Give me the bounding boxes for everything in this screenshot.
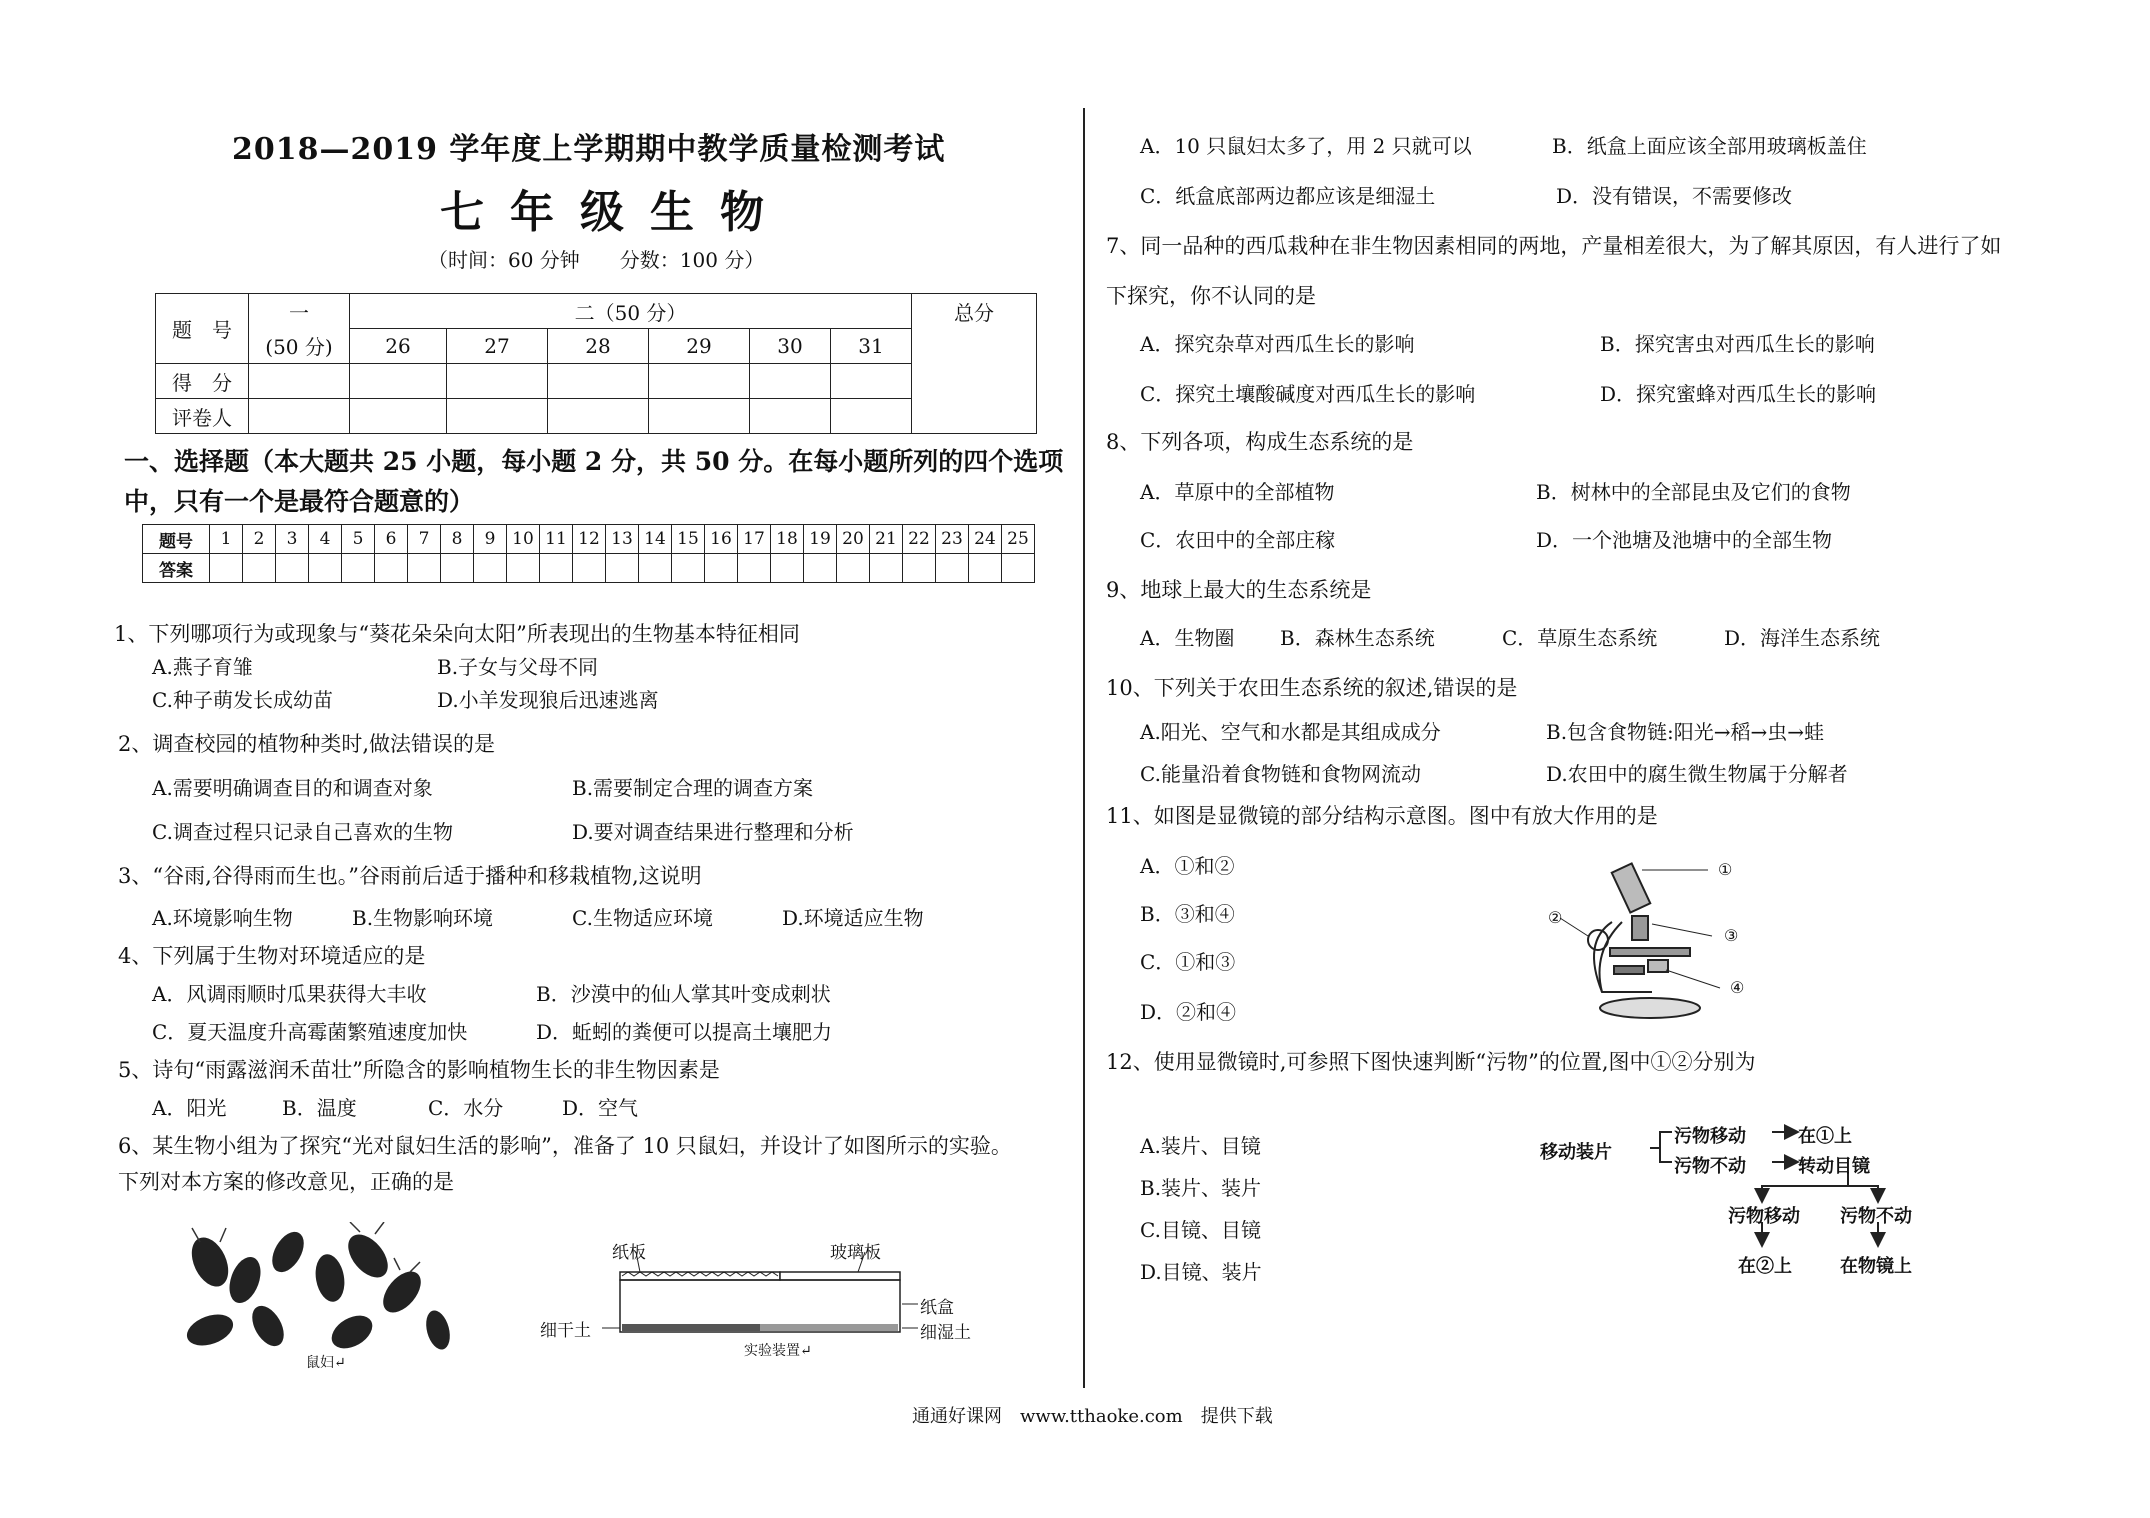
q7-text-line1: 7、同一品种的西瓜栽种在非生物因素相同的两地，产量相差很大，为了解其原因，有人进行了如 [1106, 234, 2002, 258]
answer-input-cell[interactable] [672, 554, 705, 583]
score-cell[interactable] [447, 364, 548, 399]
q11-option-b: B．③和④ [1140, 902, 1235, 926]
flow-res-sub2: 在物镜上 [1840, 1256, 1912, 1277]
q1-text: 1、下列哪项行为或现象与“葵花朵朵向太阳”所表现出的生物基本特征相同 [114, 622, 800, 646]
dry-soil [622, 1324, 760, 1331]
q2-text: 2、调查校园的植物种类时,做法错误的是 [118, 732, 496, 756]
flow-start: 移动装片 [1540, 1142, 1612, 1163]
q10-option-d: D.农田中的腐生微生物属于分解者 [1546, 762, 1848, 786]
q7-option-d: D．探究蜜蜂对西瓜生长的影响 [1600, 382, 1877, 406]
answer-number-cell: 6 [375, 525, 408, 554]
answer-input-cell[interactable] [507, 554, 540, 583]
q6-option-d: D．没有错误，不需要修改 [1556, 184, 1793, 208]
answer-number-cell: 14 [639, 525, 672, 554]
score-row-pingjuanren: 评卷人 [156, 399, 249, 434]
footer-text: 通通好课网 www.tthaoke.com 提供下载 [912, 1406, 1273, 1427]
answer-number-cell: 21 [870, 525, 903, 554]
microscope-label-4: ④ [1730, 978, 1745, 997]
score-total-cell[interactable] [912, 329, 1037, 434]
answer-number-cell: 8 [441, 525, 474, 554]
q3-option-d: D.环境适应生物 [782, 906, 924, 930]
score-sub-26: 26 [350, 329, 447, 364]
flow-result1: 在①上 [1798, 1126, 1852, 1147]
label-glass: 玻璃板 [830, 1243, 881, 1263]
score-cell[interactable] [649, 399, 750, 434]
answer-input-cell[interactable] [342, 554, 375, 583]
microscope-label-2: ② [1548, 908, 1563, 927]
score-sub-28: 28 [548, 329, 649, 364]
q12-option-d: D.目镜、装片 [1140, 1260, 1262, 1284]
answer-row-label-q: 题号 [143, 525, 210, 554]
q7-option-a: A．探究杂草对西瓜生长的影响 [1140, 332, 1415, 356]
answer-number-cell: 12 [573, 525, 606, 554]
q11-option-c: C．①和③ [1140, 950, 1236, 974]
pillbug-icon [183, 1226, 454, 1355]
cardboard-cover [620, 1272, 780, 1280]
q12-option-a: A.装片、目镜 [1140, 1134, 1261, 1158]
score-cell[interactable] [649, 364, 750, 399]
score-table [155, 293, 1037, 434]
score-row-defen: 得 分 [156, 364, 249, 399]
answer-number-cell: 24 [969, 525, 1002, 554]
q8-text: 8、下列各项，构成生态系统的是 [1106, 430, 1414, 454]
answer-input-cell[interactable] [276, 554, 309, 583]
score-col-total: 总分 [912, 294, 1037, 329]
answer-number-cell: 25 [1002, 525, 1035, 554]
flow-sub1: 污物移动 [1728, 1206, 1800, 1227]
answer-input-cell[interactable] [606, 554, 639, 583]
score-cell[interactable] [548, 364, 649, 399]
q5-option-c: C．水分 [428, 1096, 504, 1120]
answer-number-cell: 2 [243, 525, 276, 554]
q8-option-c: C．农田中的全部庄稼 [1140, 528, 1336, 552]
score-cell[interactable] [548, 399, 649, 434]
q9-text: 9、地球上最大的生态系统是 [1106, 578, 1372, 602]
answer-input-cell[interactable] [1002, 554, 1035, 583]
q3-option-c: C.生物适应环境 [572, 906, 713, 930]
answer-number-cell: 3 [276, 525, 309, 554]
answer-input-cell[interactable] [474, 554, 507, 583]
answer-number-cell: 15 [672, 525, 705, 554]
q1-option-c: C.种子萌发长成幼苗 [152, 688, 333, 712]
answer-number-cell: 5 [342, 525, 375, 554]
q1-option-b: B.子女与父母不同 [437, 655, 599, 679]
score-label-tihao: 题 号 [156, 294, 249, 364]
answer-table [142, 524, 1035, 583]
q1-option-a: A.燕子育雏 [152, 655, 253, 679]
q12-option-b: B.装片、装片 [1140, 1176, 1262, 1200]
q2-option-c: C.调查过程只记录自己喜欢的生物 [152, 820, 453, 844]
score-col-yi-points: (50 分) [249, 329, 350, 364]
q11-text: 11、如图是显微镜的部分结构示意图。图中有放大作用的是 [1106, 804, 1658, 828]
q12-option-c: C.目镜、目镜 [1140, 1218, 1261, 1242]
q10-option-b: B.包含食物链:阳光→稻→虫→蛙 [1546, 720, 1825, 744]
microscope-label-3: ③ [1724, 926, 1739, 945]
flow-res-sub1: 在②上 [1738, 1256, 1792, 1277]
q6-text-line1: 6、某生物小组为了探究“光对鼠妇生活的影响”，准备了 10 只鼠妇，并设计了如图所示的实验。 [118, 1134, 1012, 1158]
answer-input-cell[interactable] [969, 554, 1002, 583]
score-sub-31: 31 [831, 329, 912, 364]
exam-title: 2018—2019 学年度上学期期中教学质量检测考试 [232, 132, 946, 167]
q2-option-a: A.需要明确调查目的和调查对象 [152, 776, 433, 800]
q2-option-b: B.需要制定合理的调查方案 [572, 776, 814, 800]
wet-soil [760, 1324, 898, 1331]
q3-option-b: B.生物影响环境 [352, 906, 494, 930]
answer-input-cell[interactable] [936, 554, 969, 583]
answer-input-cell[interactable] [441, 554, 474, 583]
q5-option-d: D．空气 [562, 1096, 639, 1120]
answer-input-cell[interactable] [705, 554, 738, 583]
q9-option-d: D．海洋生态系统 [1724, 626, 1881, 650]
answer-number-cell: 7 [408, 525, 441, 554]
score-sub-29: 29 [649, 329, 750, 364]
q10-text: 10、下列关于农田生态系统的叙述,错误的是 [1106, 676, 1518, 700]
score-cell[interactable] [249, 399, 350, 434]
answer-number-cell: 13 [606, 525, 639, 554]
score-cell[interactable] [249, 364, 350, 399]
answer-input-cell[interactable] [771, 554, 804, 583]
answer-number-cell: 9 [474, 525, 507, 554]
q5-option-b: B．温度 [282, 1096, 357, 1120]
answer-number-cell: 20 [837, 525, 870, 554]
answer-number-cell: 16 [705, 525, 738, 554]
score-cell[interactable] [750, 399, 831, 434]
answer-row-label-a: 答案 [143, 554, 210, 583]
answer-input-cell[interactable] [573, 554, 606, 583]
answer-number-cell: 22 [903, 525, 936, 554]
q12-text: 12、使用显微镜时,可参照下图快速判断“污物”的位置,图中①②分别为 [1106, 1050, 1756, 1074]
score-col-er: 二（50 分） [350, 294, 912, 329]
score-cell[interactable] [350, 364, 447, 399]
flow-action2: 转动目镜 [1798, 1156, 1870, 1177]
answer-input-cell[interactable] [837, 554, 870, 583]
time-info: （时间：60 分钟 分数：100 分） [428, 248, 765, 272]
subject-title: 七年级生物 [440, 187, 790, 238]
q10-option-a: A.阳光、空气和水都是其组成成分 [1140, 720, 1441, 744]
answer-number-cell: 23 [936, 525, 969, 554]
answer-number-cell: 11 [540, 525, 573, 554]
q4-option-b: B．沙漠中的仙人掌其叶变成刺状 [536, 982, 831, 1006]
answer-input-cell[interactable] [309, 554, 342, 583]
q6-option-b: B．纸盒上面应该全部用玻璃板盖住 [1552, 134, 1867, 158]
answer-number-cell: 1 [210, 525, 243, 554]
answer-number-cell: 18 [771, 525, 804, 554]
q11-option-d: D．②和④ [1140, 1000, 1237, 1024]
label-cardboard: 纸板 [612, 1243, 646, 1263]
q11-option-a: A．①和② [1140, 854, 1235, 878]
answer-input-cell[interactable] [903, 554, 936, 583]
q10-option-c: C.能量沿着食物链和食物网流动 [1140, 762, 1421, 786]
q7-option-c: C．探究土壤酸碱度对西瓜生长的影响 [1140, 382, 1476, 406]
pillbug-caption: 鼠妇↵ [306, 1355, 346, 1371]
answer-input-cell[interactable] [375, 554, 408, 583]
q8-option-d: D．一个池塘及池塘中的全部生物 [1536, 528, 1833, 552]
q6-option-a: A．10 只鼠妇太多了，用 2 只就可以 [1140, 134, 1472, 158]
label-wet-soil: 细湿土 [920, 1323, 971, 1343]
q3-text: 3、“谷雨,谷得雨而生也。”谷雨前后适于播种和移栽植物,这说明 [118, 864, 702, 888]
section1-heading: 一、选择题（本大题共 25 小题，每小题 2 分，共 50 分。在每小题所列的四个选项中，只有一个是最符合题意的） [124, 447, 1064, 516]
label-paper-box: 纸盒 [920, 1298, 954, 1318]
apparatus-caption: 实验装置↵ [744, 1343, 812, 1359]
score-cell[interactable] [831, 364, 912, 399]
glass-cover [780, 1272, 900, 1280]
experiment-apparatus-diagram [540, 1242, 960, 1352]
q7-option-b: B．探究害虫对西瓜生长的影响 [1600, 332, 1875, 356]
score-sub-27: 27 [447, 329, 548, 364]
q2-option-d: D.要对调查结果进行整理和分析 [572, 820, 854, 844]
q4-option-c: C．夏天温度升高霉菌繁殖速度加快 [152, 1020, 468, 1044]
answer-input-cell[interactable] [870, 554, 903, 583]
q1-option-d: D.小羊发现狼后迅速逃离 [437, 688, 659, 712]
score-cell[interactable] [350, 399, 447, 434]
q9-option-c: C．草原生态系统 [1502, 626, 1658, 650]
answer-input-cell[interactable] [408, 554, 441, 583]
flow-branch1: 污物移动 [1674, 1126, 1746, 1147]
q4-text: 4、下列属于生物对环境适应的是 [118, 944, 426, 968]
q7-text-line2: 下探究，你不认同的是 [1106, 284, 1316, 308]
answer-input-cell[interactable] [243, 554, 276, 583]
microscope-label-1: ① [1718, 860, 1733, 879]
answer-input-cell[interactable] [804, 554, 837, 583]
answer-input-cell[interactable] [210, 554, 243, 583]
q4-option-d: D．蚯蚓的粪便可以提高土壤肥力 [536, 1020, 833, 1044]
score-sub-30: 30 [750, 329, 831, 364]
score-cell[interactable] [831, 399, 912, 434]
score-cell[interactable] [750, 364, 831, 399]
q5-text: 5、诗句“雨露滋润禾苗壮”所隐含的影响植物生长的非生物因素是 [118, 1058, 720, 1082]
answer-number-cell: 10 [507, 525, 540, 554]
q6-text-line2: 下列对本方案的修改意见，正确的是 [118, 1170, 454, 1194]
answer-number-cell: 4 [309, 525, 342, 554]
answer-input-cell[interactable] [540, 554, 573, 583]
answer-input-cell[interactable] [639, 554, 672, 583]
q9-option-a: A．生物圈 [1140, 626, 1235, 650]
flow-sub2: 污物不动 [1840, 1206, 1912, 1227]
q6-option-c: C．纸盒底部两边都应该是细湿土 [1140, 184, 1436, 208]
score-col-yi: 一 [249, 294, 350, 329]
answer-number-cell: 17 [738, 525, 771, 554]
score-cell[interactable] [447, 399, 548, 434]
column-divider [1083, 108, 1085, 1388]
q4-option-a: A．风调雨顺时瓜果获得大丰收 [152, 982, 427, 1006]
q8-option-a: A．草原中的全部植物 [1140, 480, 1335, 504]
answer-input-cell[interactable] [738, 554, 771, 583]
label-dry-soil: 细干土 [540, 1321, 591, 1341]
flow-branch2: 污物不动 [1674, 1156, 1746, 1177]
q9-option-b: B．森林生态系统 [1280, 626, 1435, 650]
answer-number-cell: 19 [804, 525, 837, 554]
pillbug-figure [170, 1222, 480, 1372]
q5-option-a: A．阳光 [152, 1096, 227, 1120]
q3-option-a: A.环境影响生物 [152, 906, 293, 930]
q8-option-b: B．树林中的全部昆虫及它们的食物 [1536, 480, 1851, 504]
